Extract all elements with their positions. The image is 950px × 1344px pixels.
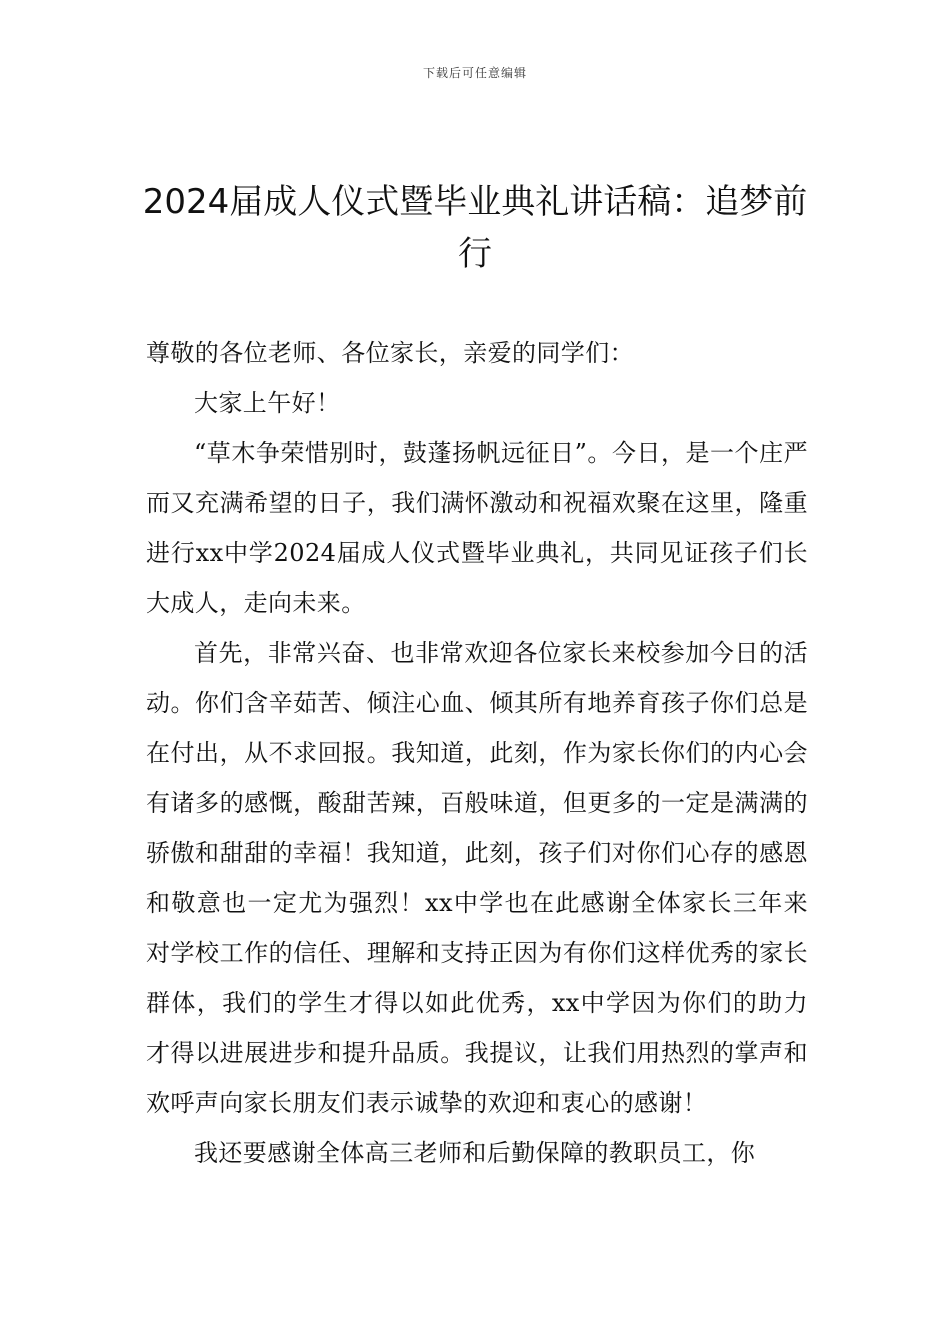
greeting: 大家上午好！ <box>194 389 341 417</box>
document-title: 2024届成人仪式暨毕业典礼讲话稿：追梦前行 <box>142 182 808 274</box>
header-note: 下载后可任意编辑 <box>422 66 527 80</box>
paragraph-thanks-teachers: 我还要感谢全体高三老师和后勤保障的教职员工，你 <box>194 1139 756 1167</box>
document-body <box>146 328 808 1178</box>
paragraph-thanks-parents: 首先，非常兴奋、也非常欢迎各位家长来校参加今日的活动。你们含辛茹苦、倾注心血、倾其所有地养育孩子你们总是在付出，从不求回报。我知道，此刻，作为家长你们的内心会有诸多的感慨，酸甜苦辣，百般味道，但更多的一定是满满的骄傲和甜甜的幸福！我知道，此刻，孩子们对你们心存的感恩和敬意也一定尤为强烈！xx中学也在此感谢全体家长三年来对学校工作的信任、理解和支持正因为有你们这样优秀的家长群体，我们的学生才得以如此优秀，xx中学因为你们的助力才得以进展进步和提升品质。我提议，让我们用热烈的掌声和欢呼声向家长朋友们表示诚挚的欢迎和衷心的感谢！ <box>146 639 808 1117</box>
salutation: 尊敬的各位老师、各位家长，亲爱的同学们： <box>146 339 634 367</box>
paragraph-opening: “草木争荣惜别时，鼓蓬扬帆远征日”。今日，是一个庄严而又充满希望的日子，我们满怀激动和祝福欢聚在这里，隆重进行xx中学2024届成人仪式暨毕业典礼，共同见证孩子们长大成人，走向未来。 <box>146 439 808 617</box>
